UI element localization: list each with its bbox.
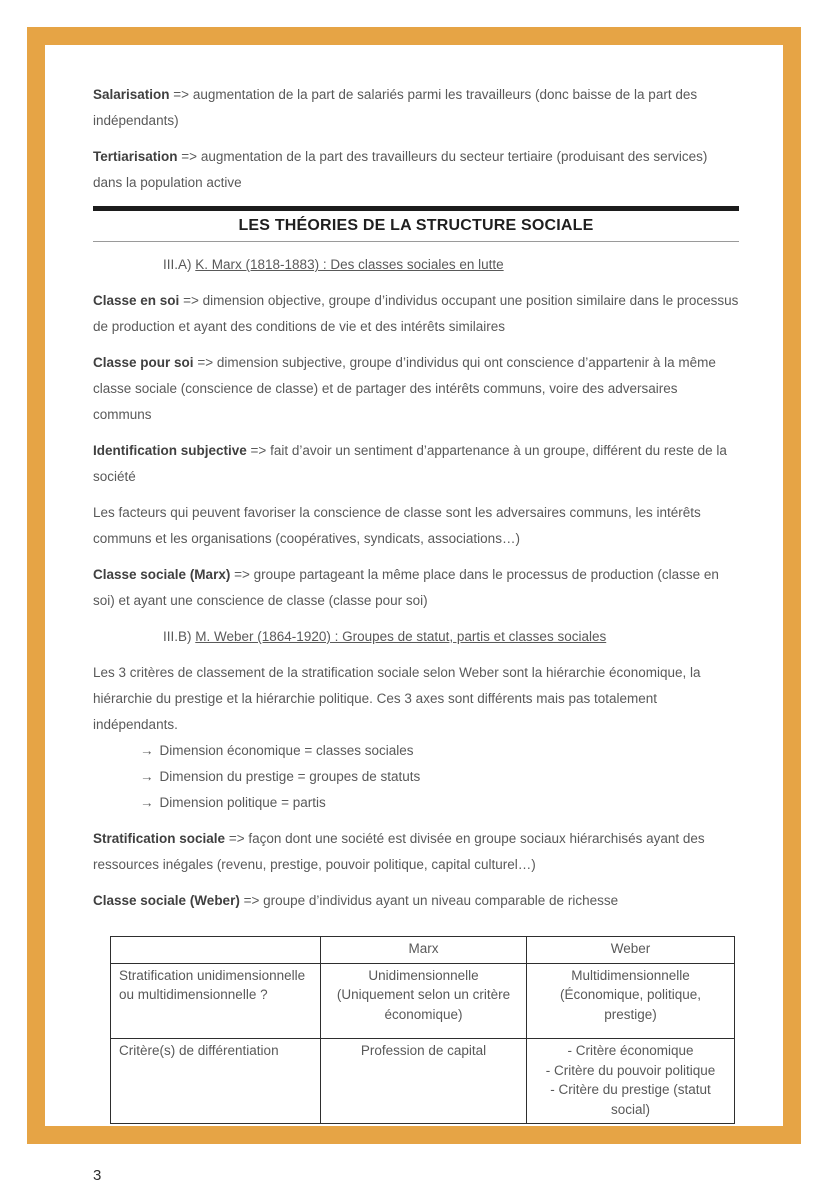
- term-stratification-sociale: Stratification sociale: [93, 831, 226, 846]
- table-header-weber: Weber: [527, 937, 735, 964]
- section-header: [93, 206, 739, 242]
- marx-weber-comparison-table: [110, 936, 735, 1124]
- term-identification-subjective: Identification subjective: [93, 443, 247, 458]
- page-frame: [27, 27, 801, 1184]
- arrow-item-text: Dimension économique = classes sociales: [159, 743, 414, 758]
- definition-stratification-sociale: [93, 826, 739, 878]
- definition-identification-subjective: [93, 438, 739, 490]
- paragraph-facteurs: Les facteurs qui peuvent favoriser la conscience de classe sont les adversaires communs, les intérêts communs et les organisations (coopératives, syndicats, associations…): [93, 505, 701, 546]
- term-classe-en-soi: Classe en soi: [93, 293, 180, 308]
- table-cell-weber: Multidimensionnelle (Économique, politique, prestige): [527, 963, 735, 1039]
- definition-text: => dimension subjective, groupe d’individus qui ont conscience d’appartenir à la même classe sociale (conscience de classe) et de partager des intérêts communs, voire des adversaires communs: [93, 355, 716, 422]
- weber-criterion: - Critère économique: [567, 1043, 694, 1058]
- term-tertiarisation: Tertiarisation: [93, 149, 178, 164]
- arrow-item-text: Dimension politique = partis: [159, 795, 326, 810]
- subheading-weber: [93, 624, 739, 650]
- table-row: [111, 963, 735, 1039]
- table-cell-row-label: Stratification unidimensionnelle ou multidimensionnelle ?: [111, 963, 321, 1039]
- definition-text: => groupe d’individus ayant un niveau comparable de richesse: [243, 893, 619, 908]
- table-cell-marx: Profession de capital: [321, 1039, 527, 1124]
- table-cell-weber: [527, 1039, 735, 1124]
- definition-text: => augmentation de la part de salariés parmi les travailleurs (donc baisse de la part des indépendants): [93, 87, 698, 128]
- subheading-prefix: III.A): [163, 257, 196, 272]
- arrow-right-icon: →: [140, 743, 154, 758]
- weber-criterion: - Critère du prestige (statut social): [550, 1082, 711, 1117]
- arrow-right-icon: →: [140, 769, 154, 784]
- table-header-empty: [111, 937, 321, 964]
- page-number: 3: [93, 1167, 102, 1184]
- arrow-list: [93, 738, 739, 816]
- arrow-item-prestige: [93, 764, 739, 790]
- table-header-row: [111, 937, 735, 964]
- definition-salarisation: [93, 82, 739, 134]
- definition-classe-pour-soi: [93, 350, 739, 428]
- subheading-title: K. Marx (1818-1883) : Des classes sociales en lutte: [195, 257, 504, 272]
- definition-text: => façon dont une société est divisée en groupe sociaux hiérarchisés ayant des ressources inégales (revenu, prestige, pouvoir politique, capital culturel…): [93, 831, 705, 872]
- term-classe-sociale-weber: Classe sociale (Weber): [93, 893, 240, 908]
- section-title: LES THÉORIES DE LA STRUCTURE SOCIALE: [238, 217, 594, 234]
- definition-tertiarisation: [93, 144, 739, 196]
- definition-classe-sociale-weber: [93, 888, 739, 914]
- term-classe-pour-soi: Classe pour soi: [93, 355, 194, 370]
- arrow-right-icon: →: [140, 795, 154, 810]
- definition-classe-sociale-marx: [93, 562, 739, 614]
- definition-classe-en-soi: [93, 288, 739, 340]
- subheading-title: M. Weber (1864-1920) : Groupes de statut, partis et classes sociales: [195, 629, 607, 644]
- paragraph-weber-intro: Les 3 critères de classement de la stratification sociale selon Weber sont la hiérarchie économique, la hiérarchie du prestige et la hiérarchie politique. Ces 3 axes sont différents mais pas totalement indépendants.: [93, 665, 701, 732]
- table-cell-marx: Unidimensionnelle (Uniquement selon un critère économique): [321, 963, 527, 1039]
- definition-text: => dimension objective, groupe d’individus occupant une position similaire dans le processus de production et ayant des conditions de vie et des intérêts similaires: [93, 293, 739, 334]
- weber-criterion: - Critère du pouvoir politique: [545, 1062, 716, 1078]
- arrow-item-economique: [93, 738, 739, 764]
- document-page: [45, 45, 783, 1186]
- definition-text: => fait d’avoir un sentiment d’appartenance à un groupe, différent du reste de la société: [93, 443, 727, 484]
- term-salarisation: Salarisation: [93, 87, 170, 102]
- definition-text: => augmentation de la part des travailleurs du secteur tertiaire (produisant des services) dans la population active: [93, 149, 708, 190]
- subheading-prefix: III.B): [163, 629, 196, 644]
- table-row: [111, 1039, 735, 1124]
- table-cell-row-label: Critère(s) de différentiation: [111, 1039, 321, 1124]
- table-header-marx: Marx: [321, 937, 527, 964]
- definition-text: => groupe partageant la même place dans le processus de production (classe en soi) et ayant une conscience de classe (classe pour soi): [93, 567, 719, 608]
- thin-rule: [93, 241, 739, 242]
- term-classe-sociale-marx: Classe sociale (Marx): [93, 567, 231, 582]
- subheading-marx: [93, 252, 739, 278]
- arrow-item-politique: [93, 790, 739, 816]
- arrow-item-text: Dimension du prestige = groupes de statuts: [159, 769, 421, 784]
